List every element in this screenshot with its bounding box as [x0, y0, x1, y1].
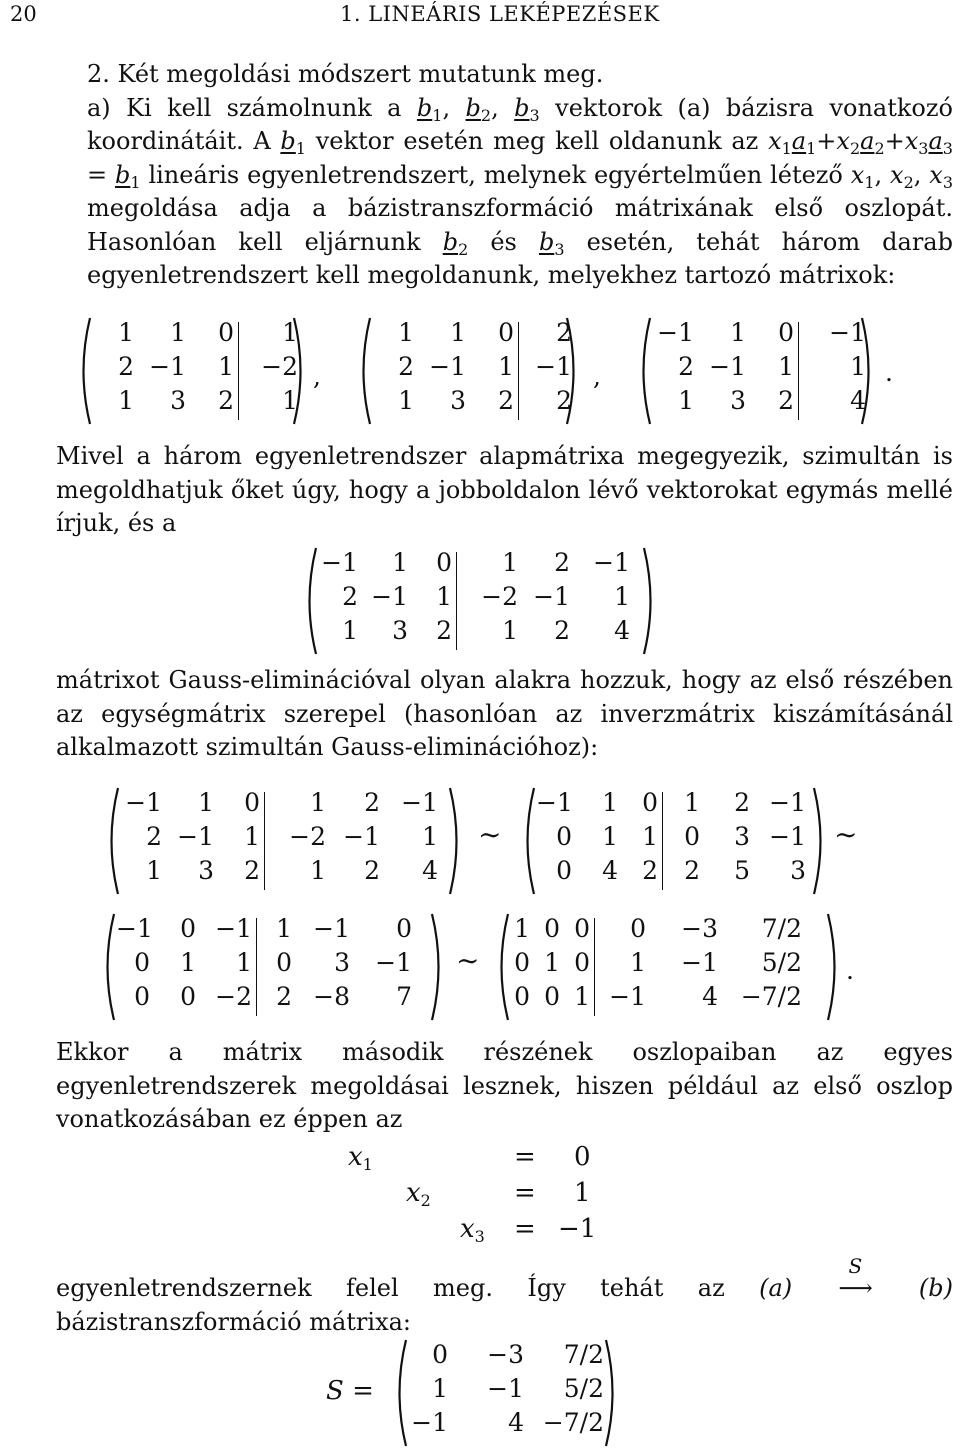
matrix-cell: 4 [508, 1408, 524, 1437]
page-header [10, 2, 930, 30]
matrix-cell: 1 [678, 386, 694, 415]
equals-sign: = [514, 1214, 536, 1244]
matrix-cell: −1 [371, 582, 408, 611]
left-paren [104, 786, 120, 896]
tilde-symbol: ∼ [478, 818, 502, 851]
s-label: S = [326, 1376, 374, 1406]
matrix-cell: 2 [678, 352, 694, 381]
left-paren [356, 316, 372, 426]
intro-paragraph [56, 58, 953, 293]
matrix-cell: −1 [429, 352, 466, 381]
after-paragraph: Ekkor a mátrix második részének oszlopaiban az egyes egyenletrendszerek megoldásai lesznek, hiszen például az első oszlop vonatkozásában ez éppen az [56, 1038, 953, 1133]
matrix-cell: 3 [334, 948, 350, 977]
comma: , [313, 362, 321, 391]
step-matrix-1 [104, 786, 464, 896]
matrix-cell: 2 [556, 318, 572, 347]
matrix-cell: 0 [498, 318, 514, 347]
solution-value: −1 [558, 1214, 597, 1244]
matrix-cell: −1 [149, 352, 186, 381]
matrix-cell: −1 [411, 1408, 448, 1437]
matrix-cell: 1 [730, 318, 746, 347]
matrix-cell: 1 [244, 822, 260, 851]
matrix-cell: 2 [218, 386, 234, 415]
matrix-cell: 1 [282, 318, 298, 347]
matrix-cell: 4 [614, 616, 630, 645]
matrix-cell: 1 [118, 386, 134, 415]
matrix-cell: 1 [850, 352, 866, 381]
matrix-cell: 1 [118, 318, 134, 347]
matrix-cell: −1 [535, 352, 572, 381]
matrix-cell: 7 [396, 982, 412, 1011]
matrix-cell: −7/2 [542, 1408, 604, 1437]
matrix-cell: 1 [602, 822, 618, 851]
matrix-cell: 1 [342, 616, 358, 645]
augment-bar [456, 552, 457, 650]
left-paren [302, 546, 318, 656]
matrix-cell: 0 [514, 948, 530, 977]
augment-bar [662, 792, 663, 890]
matrix-cell: 2 [342, 582, 358, 611]
arrow: S ⟶ [838, 1254, 873, 1302]
matrix-cell: 3 [198, 856, 214, 885]
matrix-cell: −7/2 [740, 982, 802, 1011]
matrix-cell: −3 [487, 1340, 524, 1369]
matrix-cell: 1 [398, 386, 414, 415]
augment-bar [798, 322, 799, 420]
matrix-cell: 2 [364, 788, 380, 817]
matrix-cell: 7/2 [563, 1340, 604, 1369]
gauss-paragraph: mátrixot Gauss-eliminációval olyan alakra hozzuk, hogy az első részében az egységmátrix szerepel (hasonlóan az inverzmátrix kiszámításánál alkalmazott szimultán Gauss-eliminációhoz): [56, 666, 953, 761]
matrix-cell: 1 [502, 548, 518, 577]
matrix-cell: 1 [502, 616, 518, 645]
matrix-cell: 2 [276, 982, 292, 1011]
matrix-cell: 1 [684, 788, 700, 817]
system-matrix-1 [76, 316, 308, 426]
matrix-cell: 2 [554, 548, 570, 577]
matrix-cell: 1 [146, 856, 162, 885]
step-matrix-3 [100, 912, 446, 1022]
matrix-cell: 1 [310, 856, 326, 885]
matrix-cell: 5 [734, 856, 750, 885]
augment-bar [594, 918, 595, 1016]
final-paragraph: egyenletrendszernek felel meg. Így tehát az (a) S ⟶ (b) bázistranszformáció mátrixa: [56, 1254, 953, 1336]
matrix-cell: 2 [244, 856, 260, 885]
matrix-cell: 2 [556, 386, 572, 415]
matrix-cell: 1 [432, 1374, 448, 1403]
matrix-cell: −1 [769, 822, 806, 851]
left-paren [100, 912, 116, 1022]
matrix-cell: 1 [198, 788, 214, 817]
matrix-cell: 1 [778, 352, 794, 381]
matrix-cell: 4 [702, 982, 718, 1011]
step-matrix-2 [520, 786, 828, 896]
matrix-cell: −1 [487, 1374, 524, 1403]
solution-variable: $x_2$ [406, 1178, 431, 1210]
step-matrix-4 [494, 912, 842, 1022]
matrix-cell: −1 [375, 948, 412, 977]
matrix-cell: 3 [170, 386, 186, 415]
matrix-cell: −1 [313, 914, 350, 943]
matrix-cell: 2 [684, 856, 700, 885]
matrix-cell: 1 [398, 318, 414, 347]
item-title: 2. Két megoldási módszert mutatunk meg. [87, 60, 604, 88]
mid-paragraph: Mivel a három egyenletrendszer alapmátrixa megegyezik, szimultán is megoldhatjuk őket úgy, hogy a jobboldalon lévő vektorokat egymás mellé írjuk, és a [56, 442, 953, 537]
matrix-cell: 2 [118, 352, 134, 381]
intro-text: a) Ki kell számolnunk a $b_1$, $b_2$, $b_3$ vektorok (a) bázisra vonatkozó koordinátáit. A $b_1$ vektor esetén meg kell oldanunk az $x_1a_1+x_2a_2+x_3a_3 = b_1$ lineáris egyenletrendszert, melynek egyértelműen létező $x_1$, $x_2$, $x_3$ megoldása adja a bázistranszformáció mátrixának első oszlopát. Hasonlóan kell eljárnunk $b_2$ és $b_3$ esetén, tehát három darab egyenletrendszert kell megoldanunk, melyekhez tartozó mátrixok: [87, 93, 954, 289]
matrix-cell: −1 [215, 914, 252, 943]
matrix-cell: 1 [544, 948, 560, 977]
matrix-cell: −1 [321, 548, 358, 577]
matrix-cell: 0 [276, 948, 292, 977]
matrix-cell: −1 [536, 788, 573, 817]
matrix-cell: 4 [602, 856, 618, 885]
matrix-cell: 0 [134, 982, 150, 1011]
matrix-cell: 0 [630, 914, 646, 943]
combined-matrix [302, 546, 658, 656]
comma: , [593, 362, 601, 391]
matrix-cell: 3 [730, 386, 746, 415]
matrix-cell: 0 [684, 822, 700, 851]
matrix-cell: −1 [343, 822, 380, 851]
matrix-cell: 1 [170, 318, 186, 347]
augment-bar [238, 322, 239, 420]
matrix-cell: 1 [614, 582, 630, 611]
matrix-cell: 1 [630, 948, 646, 977]
matrix-cell: −8 [313, 982, 350, 1011]
equals-sign: = [514, 1142, 536, 1172]
matrix-cell: 2 [146, 822, 162, 851]
matrix-cell: 1 [450, 318, 466, 347]
chapter-title: 1. LINEÁRIS LEKÉPEZÉSEK [340, 2, 660, 26]
matrix-cell: 0 [218, 318, 234, 347]
matrix-cell: 0 [180, 982, 196, 1011]
matrix-cell: 1 [514, 914, 530, 943]
matrix-cell: 1 [422, 822, 438, 851]
matrix-cell: 3 [392, 616, 408, 645]
matrix-cell: −3 [681, 914, 718, 943]
period: . [885, 358, 893, 387]
matrix-cell: 3 [790, 856, 806, 885]
left-paren [76, 316, 92, 426]
solution-variable: $x_1$ [348, 1142, 373, 1174]
equals-sign: = [514, 1178, 536, 1208]
matrix-cell: 0 [642, 788, 658, 817]
period: . [846, 956, 854, 985]
matrix-cell: 0 [544, 982, 560, 1011]
matrix-cell: 0 [514, 982, 530, 1011]
matrix-cell: 2 [642, 856, 658, 885]
matrix-cell: 7/2 [761, 914, 802, 943]
matrix-cell: 0 [544, 914, 560, 943]
right-paren [430, 912, 446, 1022]
solution-variable: $x_3$ [460, 1214, 485, 1246]
matrix-cell: −1 [769, 788, 806, 817]
solution-value: 1 [574, 1178, 591, 1208]
matrix-cell: 0 [556, 856, 572, 885]
matrix-cell: 1 [310, 788, 326, 817]
right-paren [642, 546, 658, 656]
right-paren [448, 786, 464, 896]
matrix-cell: 0 [134, 948, 150, 977]
matrix-cell: 1 [436, 582, 452, 611]
matrix-cell: 2 [398, 352, 414, 381]
matrix-cell: 2 [554, 616, 570, 645]
matrix-cell: 0 [574, 914, 590, 943]
left-paren [636, 316, 652, 426]
matrix-cell: 1 [498, 352, 514, 381]
matrix-cell: −1 [593, 548, 630, 577]
matrix-cell: −1 [681, 948, 718, 977]
matrix-cell: 1 [642, 822, 658, 851]
right-paren [812, 786, 828, 896]
matrix-cell: 3 [734, 822, 750, 851]
matrix-cell: −2 [261, 352, 298, 381]
tilde-symbol: ∼ [834, 818, 858, 851]
matrix-cell: 2 [364, 856, 380, 885]
tilde-symbol: ∼ [456, 944, 480, 977]
matrix-cell: 0 [778, 318, 794, 347]
matrix-cell: −2 [215, 982, 252, 1011]
matrix-cell: 0 [432, 1340, 448, 1369]
matrix-cell: 1 [392, 548, 408, 577]
left-paren [494, 912, 510, 1022]
matrix-cell: 1 [574, 982, 590, 1011]
matrix-cell: 4 [850, 386, 866, 415]
matrix-cell: −1 [709, 352, 746, 381]
matrix-cell: −2 [289, 822, 326, 851]
matrix-cell: 3 [450, 386, 466, 415]
matrix-cell: −1 [401, 788, 438, 817]
matrix-cell: 1 [218, 352, 234, 381]
matrix-cell: 0 [436, 548, 452, 577]
matrix-cell: −1 [829, 318, 866, 347]
left-paren [520, 786, 536, 896]
matrix-cell: 4 [422, 856, 438, 885]
matrix-cell: 1 [236, 948, 252, 977]
matrix-cell: −1 [116, 914, 153, 943]
matrix-cell: 1 [276, 914, 292, 943]
matrix-cell: 1 [180, 948, 196, 977]
matrix-cell: 0 [574, 948, 590, 977]
right-paren [826, 912, 842, 1022]
s-matrix [392, 1338, 620, 1448]
matrix-cell: 0 [180, 914, 196, 943]
matrix-cell: 2 [498, 386, 514, 415]
matrix-cell: 2 [778, 386, 794, 415]
matrix-cell: 5/2 [563, 1374, 604, 1403]
matrix-cell: 2 [734, 788, 750, 817]
system-matrix-2 [356, 316, 581, 426]
matrix-cell: −1 [125, 788, 162, 817]
page-number: 20 [10, 2, 37, 26]
left-paren [392, 1338, 408, 1448]
matrix-cell: −2 [481, 582, 518, 611]
matrix-cell: 1 [282, 386, 298, 415]
right-paren [604, 1338, 620, 1448]
matrix-cell: 2 [436, 616, 452, 645]
augment-bar [256, 918, 257, 1016]
matrix-cell: −1 [609, 982, 646, 1011]
matrix-cell: −1 [533, 582, 570, 611]
augment-bar [264, 792, 265, 890]
augment-bar [518, 322, 519, 420]
system-matrix-3 [636, 316, 876, 426]
solution-value: 0 [574, 1142, 591, 1172]
matrix-cell: 1 [602, 788, 618, 817]
matrix-cell: 0 [556, 822, 572, 851]
matrix-cell: 5/2 [761, 948, 802, 977]
matrix-cell: 0 [244, 788, 260, 817]
matrix-cell: −1 [177, 822, 214, 851]
matrix-cell: 0 [396, 914, 412, 943]
matrix-cell: −1 [657, 318, 694, 347]
